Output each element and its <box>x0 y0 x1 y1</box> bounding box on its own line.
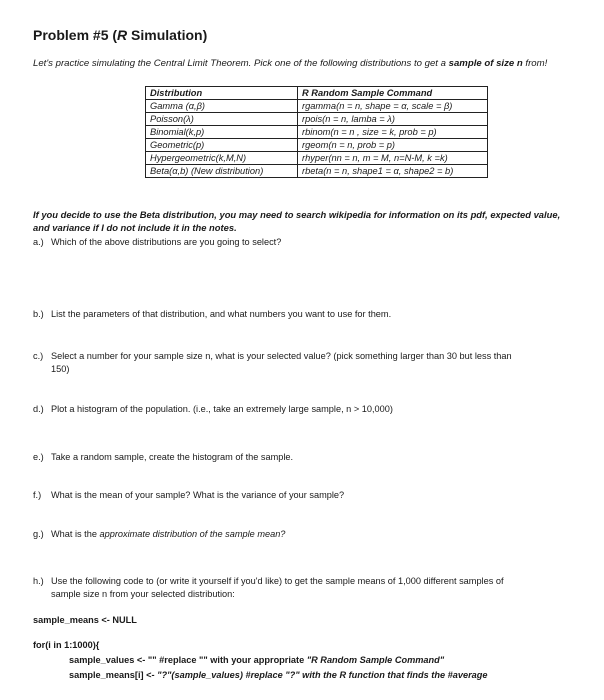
code-line-3: sample_values <- "" #replace "" with your appropriate "R Random Sample Command" <box>69 655 445 665</box>
table-row <box>146 152 488 165</box>
question-text: What is the mean of your sample? What is the variance of your sample? <box>51 490 345 500</box>
table-row <box>146 139 488 152</box>
question-text: Which of the above distributions are you going to select? <box>51 237 282 247</box>
question-g <box>33 528 285 541</box>
beta-note: If you decide to use the Beta distribution, you may need to search wikipedia for information on its pdf, expected value, and variance if I do not include it in the notes. <box>33 209 561 233</box>
table-cell: Gamma (α,β) <box>146 100 298 113</box>
table-cell: rgamma(n = n, shape = α, scale = β) <box>298 100 488 113</box>
code-line-4: sample_means[i] <- "?"(sample_values) #replace "?" with the R function that finds the #average <box>69 670 488 680</box>
question-text-continued: 150) <box>51 364 70 374</box>
question-a <box>33 236 281 249</box>
table-row <box>146 165 488 178</box>
table-cell: rhyper(nn = n, m = M, n=N-M, k =k) <box>298 152 488 165</box>
intro-paragraph: Let's practice simulating the Central Limit Theorem. Pick one of the following distributions to get a sample of size n from! <box>33 58 548 69</box>
question-text: Take a random sample, create the histogram of the sample. <box>51 452 294 462</box>
page-title: Problem #5 (R Simulation) <box>33 27 208 43</box>
table-row <box>146 113 488 126</box>
table-cell: Binomial(k,p) <box>146 126 298 139</box>
table-cell: rpois(n = n, lamba = λ) <box>298 113 488 126</box>
table-header-row <box>146 87 488 100</box>
question-b <box>33 308 391 321</box>
distribution-table <box>145 86 488 178</box>
question-label: b.) <box>33 309 44 319</box>
question-label: a.) <box>33 237 44 247</box>
table-header: R Random Sample Command <box>298 87 488 100</box>
code-line-2: for(i in 1:1000){ <box>33 640 100 650</box>
table-row <box>146 100 488 113</box>
question-f <box>33 489 344 502</box>
table-cell: Hypergeometric(k,M,N) <box>146 152 298 165</box>
table-header: Distribution <box>146 87 298 100</box>
question-label: h.) <box>33 576 44 586</box>
table-cell: Geometric(p) <box>146 139 298 152</box>
question-label: g.) <box>33 529 44 539</box>
question-text: What is the <box>51 529 100 539</box>
question-d <box>33 403 393 416</box>
question-text: Select a number for your sample size n, what is your selected value? (pick something larger than 30 but less than <box>51 351 512 361</box>
question-e <box>33 451 293 464</box>
question-text: List the parameters of that distribution, and what numbers you want to use for them. <box>51 309 392 319</box>
question-label: f.) <box>33 490 42 500</box>
question-text-italic: approximate distribution of the sample mean? <box>99 529 286 539</box>
question-text: Use the following code to (or write it yourself if you'd like) to get the sample means of 1,000 different samples of <box>51 576 504 586</box>
question-text-continued: sample size n from your selected distribution: <box>51 589 235 599</box>
question-c <box>33 350 573 376</box>
question-text: Plot a histogram of the population. (i.e., take an extremely large sample, n > 10,000) <box>51 404 393 414</box>
question-label: c.) <box>33 351 44 361</box>
question-label: d.) <box>33 404 44 414</box>
code-line-1: sample_means <- NULL <box>33 615 137 625</box>
table-cell: rgeom(n = n, prob = p) <box>298 139 488 152</box>
question-h <box>33 575 573 601</box>
question-label: e.) <box>33 452 44 462</box>
table-cell: rbinom(n = n , size = k, prob = p) <box>298 126 488 139</box>
table-cell: Poisson(λ) <box>146 113 298 126</box>
table-cell: rbeta(n = n, shape1 = α, shape2 = b) <box>298 165 488 178</box>
table-cell: Beta(α,b) (New distribution) <box>146 165 298 178</box>
table-row <box>146 126 488 139</box>
